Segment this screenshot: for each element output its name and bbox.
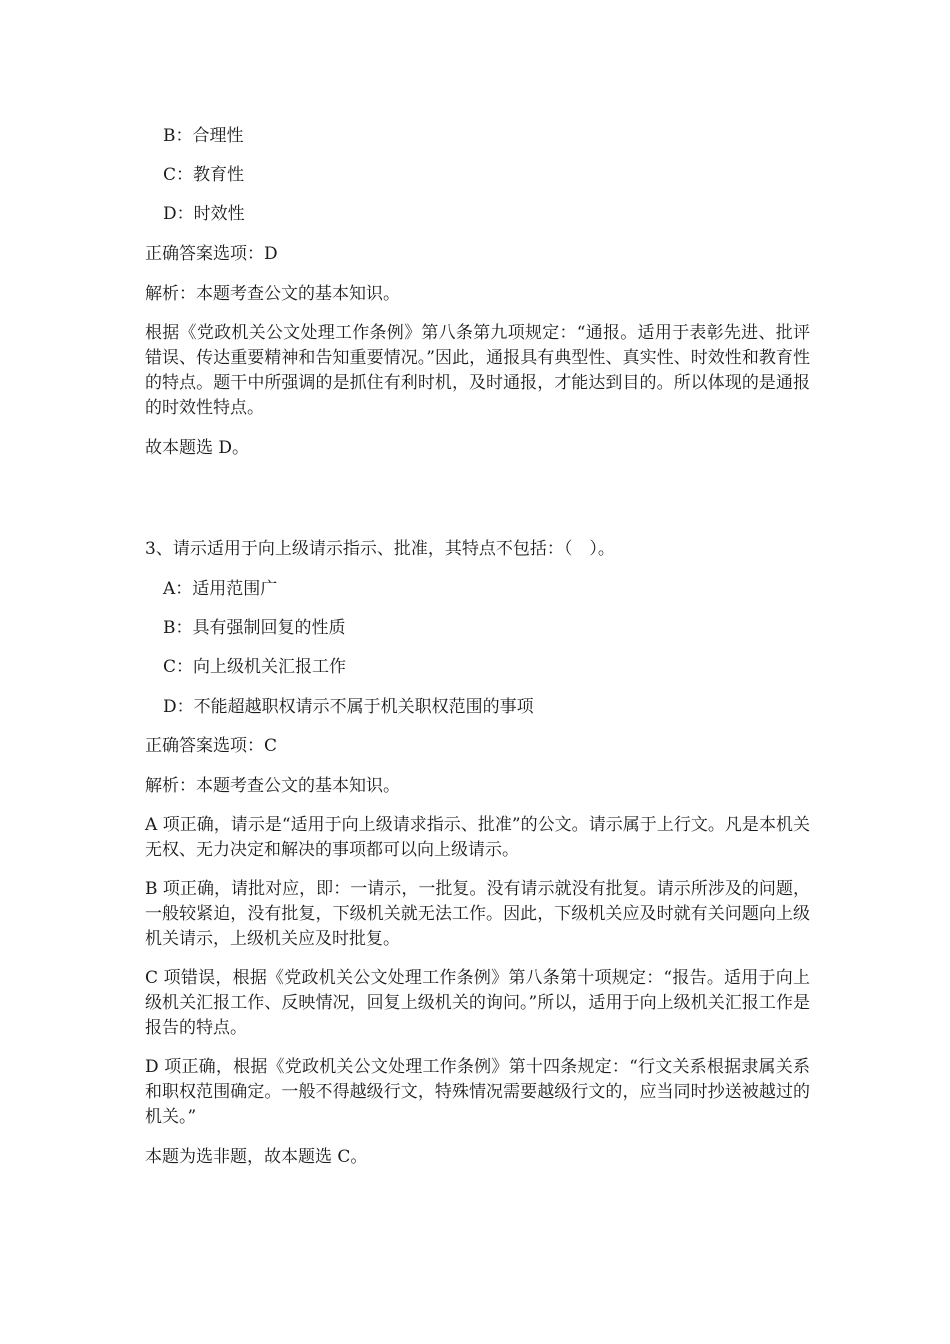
q3-answer: 正确答案选项：C: [145, 736, 278, 756]
q3-explanation-b: B 项正确，请批对应，即：一请示，一批复。没有请示就没有批复。请示所涉及的问题，一般较紧迫，没有批复，下级机关就无法工作。因此，下级机关应及时就有关问题向上级机关请示，上级机关应及时批复。: [145, 879, 810, 949]
q2-explanation: 根据《党政机关公文处理工作条例》第八条第九项规定：“通报。适用于表彰先进、批评错误、传达重要精神和告知重要情况。”因此，通报具有典型性、真实性、时效性和教育性的特点。题干中所强调的是抓住有利时机，及时通报，才能达到目的。所以体现的是通报的时效性特点。: [145, 323, 810, 418]
q2-option-c: C：教育性: [163, 165, 245, 185]
q2-conclusion: 故本题选 D。: [145, 438, 250, 458]
q3-option-c: C：向上级机关汇报工作: [163, 657, 347, 677]
q3-option-a: A：适用范围广: [163, 579, 278, 599]
q3-question: 3、请示适用于向上级请示指示、批准，其特点不包括：（ ）。: [145, 539, 615, 559]
q3-explanation-d: D 项正确，根据《党政机关公文处理工作条例》第十四条规定：“行文关系根据隶属关系和职权范围确定。一般不得越级行文，特殊情况需要越级行文的，应当同时抄送被越过的机关。”: [145, 1057, 810, 1127]
q3-option-d: D：不能超越职权请示不属于机关职权范围的事项: [163, 697, 534, 717]
q3-explanation-a: A 项正确，请示是“适用于向上级请求指示、批准”的公文。请示属于上行文。凡是本机关无权、无力决定和解决的事项都可以向上级请示。: [145, 815, 810, 860]
q3-explanation-c: C 项错误，根据《党政机关公文处理工作条例》第八条第十项规定：“报告。适用于向上级机关汇报工作、反映情况，回复上级机关的询问。”所以，适用于向上级机关汇报工作是报告的特点。: [145, 968, 810, 1038]
q3-conclusion: 本题为选非题，故本题选 C。: [145, 1147, 368, 1167]
q2-answer: 正确答案选项：D: [145, 244, 278, 264]
q3-analysis: 解析：本题考查公文的基本知识。: [145, 776, 400, 796]
q2-option-d: D：时效性: [163, 204, 245, 224]
q3-option-b: B：具有强制回复的性质: [163, 618, 346, 638]
q2-analysis: 解析：本题考查公文的基本知识。: [145, 284, 400, 304]
q2-option-b: B：合理性: [163, 126, 244, 146]
